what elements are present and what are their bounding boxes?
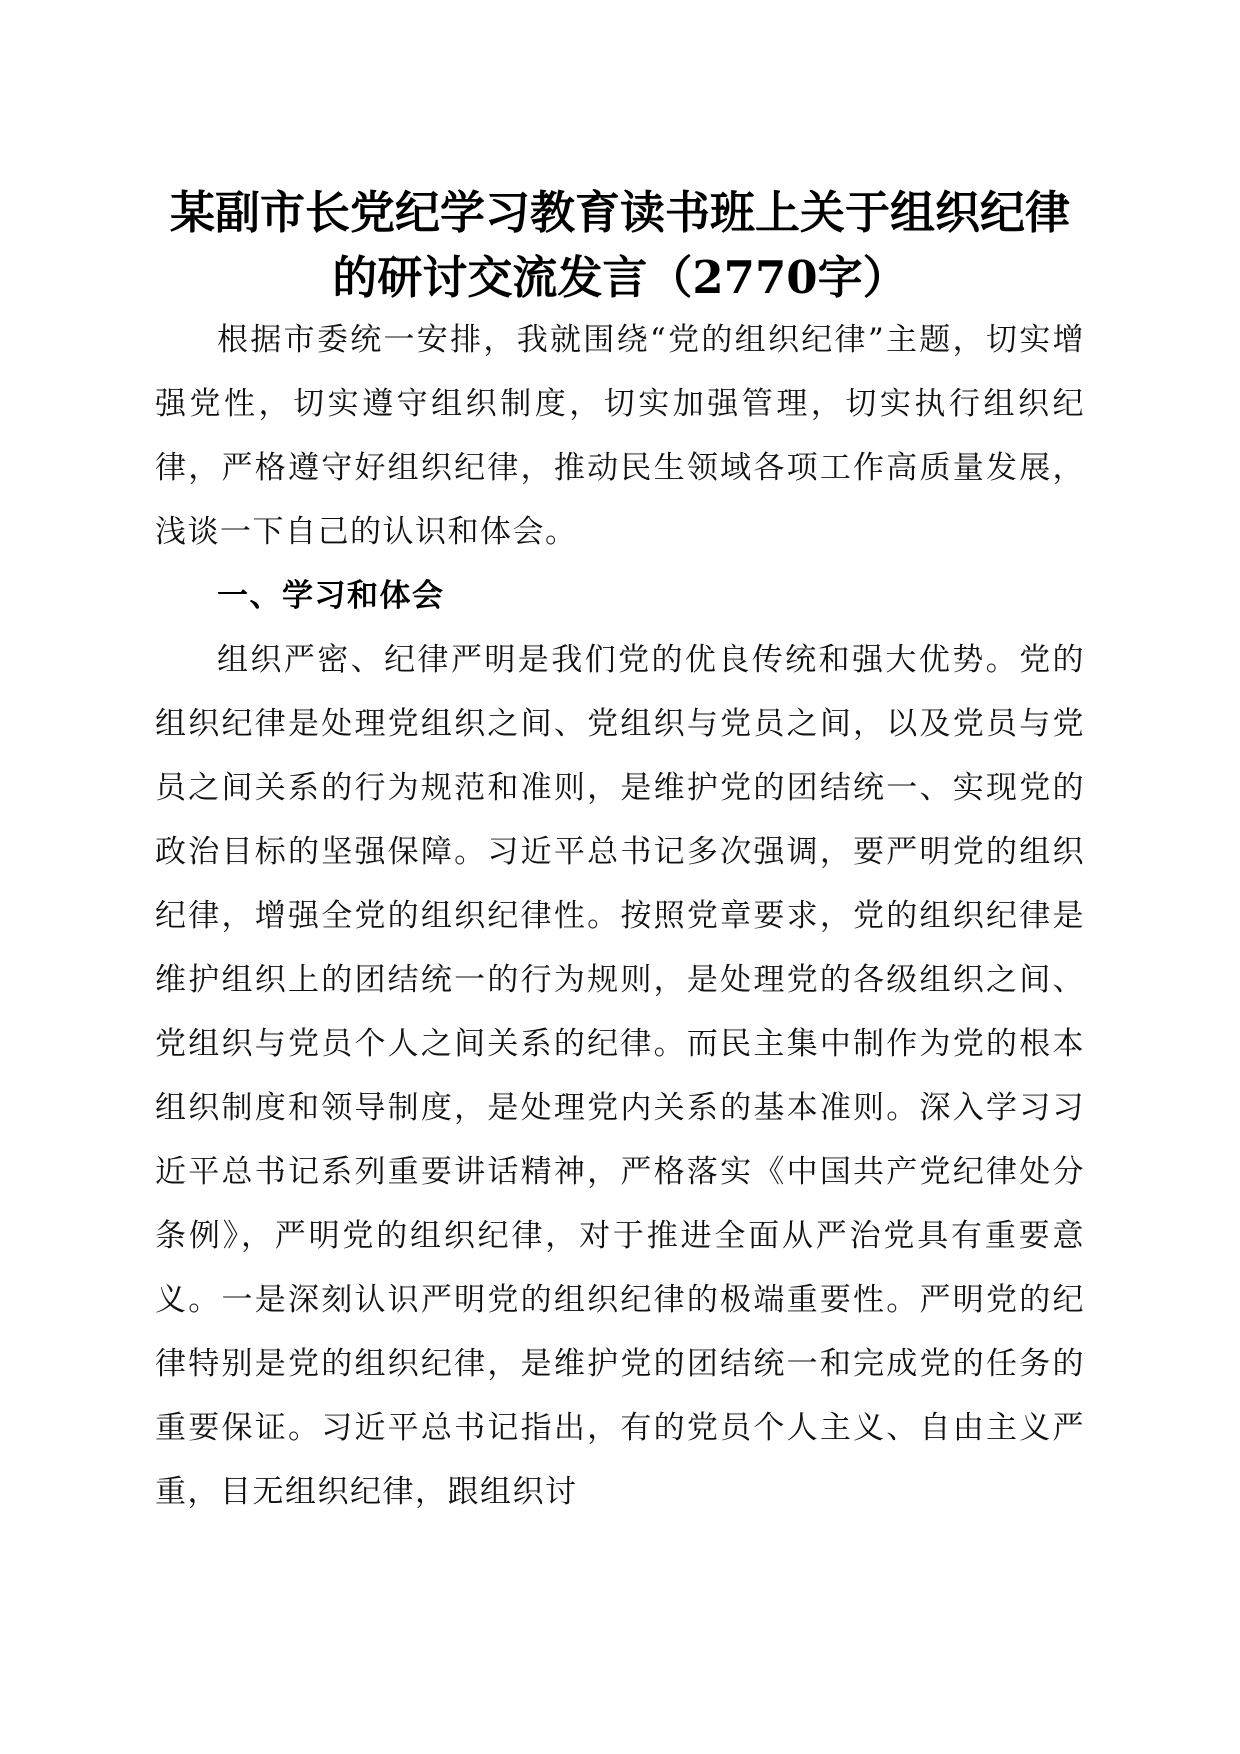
intro-paragraph: 根据市委统一安排，我就围绕“党的组织纪律”主题，切实增强党性，切实遵守组织制度，切实加强管理，切实执行组织纪律，严格遵守好组织纪律，推动民生领域各项工作高质量发展，浅谈一下自己的认识和体会。 [155,322,1085,550]
document-body [155,308,1085,1524]
section-paragraph: 组织严密、纪律严明是我们党的优良传统和强大优势。党的组织纪律是处理党组织之间、党组织与党员之间，以及党员与党员之间关系的行为规范和准则，是维护党的团结统一、实现党的政治目标的坚强保障。习近平总书记多次强调，要严明党的组织纪律，增强全党的组织纪律性。按照党章要求，党的组织纪律是维护组织上的团结统一的行为规则，是处理党的各级组织之间、党组织与党员个人之间关系的纪律。而民主集中制作为党的根本组织制度和领导制度，是处理党内关系的基本准则。深入学习习近平总书记系列重要讲话精神，严格落实《中国共产党纪律处分条例》，严明党的组织纪律，对于推进全面从严治党具有重要意义。一是深刻认识严明党的组织纪律的极端重要性。严明党的纪律特别是党的组织纪律，是维护党的团结统一和完成党的任务的重要保证。习近平总书记指出，有的党员个人主义、自由主义严重，目无组织纪律，跟组织讨 [155,642,1085,1510]
title-line-1: 某副市长党纪学习教育读书班上关于组织纪律 [169,186,1070,239]
section-heading: 一、学习和体会 [217,578,445,614]
title-line-2: 的研讨交流发言（2770字） [332,251,908,304]
document-title [150,180,1090,310]
